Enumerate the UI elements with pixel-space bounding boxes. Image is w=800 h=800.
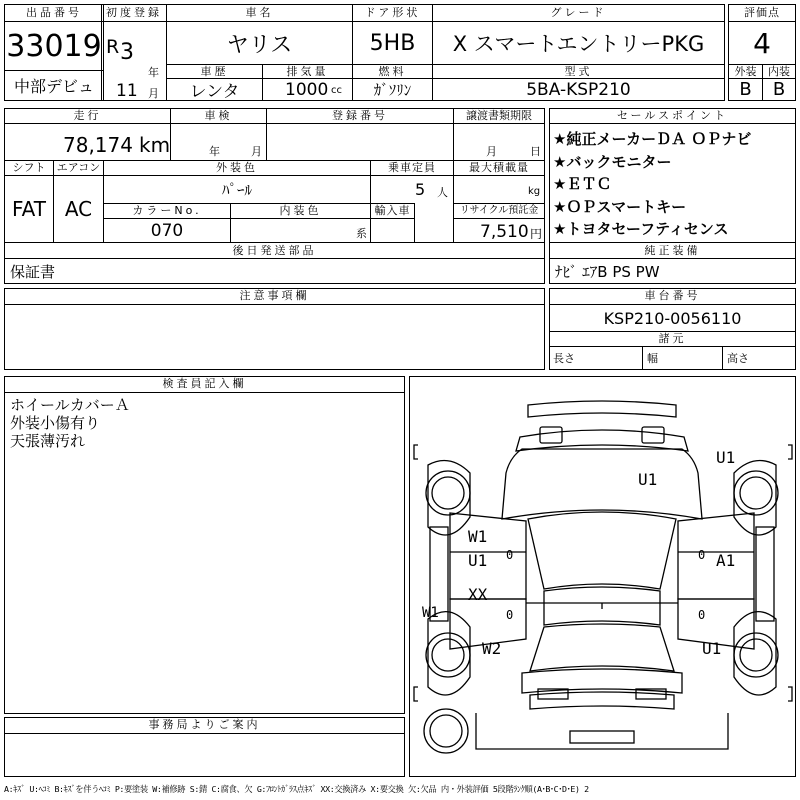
inspection-date bbox=[170, 124, 266, 160]
capacity-value: 5 bbox=[415, 180, 426, 199]
legend-text: A:ｷｽﾞ U:ﾍｺﾐ B:ｷｽﾞを伴うﾍｺﾐ P:要塗装 W:補修跡 S:錆 C:腐食、欠 G:ﾌﾛﾝﾄｶﾞﾗｽ点ｷｽﾞ XX:交換済み X:要交換 欠:欠品 内・外装評価 5段階ﾗﾝｸ順(A･B･C･D･E) 2 bbox=[4, 784, 589, 794]
sales-point: ★純正メーカーＤＡ ＯＰナビ bbox=[553, 130, 752, 148]
reg-year: 3 bbox=[120, 40, 134, 65]
import-car-extra bbox=[414, 203, 453, 242]
notes-content bbox=[5, 305, 544, 369]
damage-mark-right-rear-wheel: U1 bbox=[702, 639, 722, 658]
mileage-unit: km bbox=[139, 133, 170, 157]
length-label: 長さ bbox=[553, 352, 575, 365]
door-label: ドア形状 bbox=[352, 5, 432, 22]
exterior-color: ﾊﾟｰﾙ bbox=[103, 176, 370, 203]
fuel-label: 燃料 bbox=[352, 64, 432, 79]
transfer-day-unit: 日 bbox=[530, 145, 541, 158]
inspection-year-unit: 年 bbox=[209, 145, 220, 158]
shift-label: シフト bbox=[5, 160, 53, 176]
damage-mark-hood: U1 bbox=[638, 470, 658, 489]
max-load bbox=[453, 176, 544, 203]
seating-capacity bbox=[370, 176, 453, 203]
sales-point: ★トヨタセーフティセンス bbox=[553, 220, 729, 238]
reg-month: 11 bbox=[116, 81, 138, 100]
exterior-grade: B bbox=[739, 79, 752, 100]
reg-number-label: 登録番号 bbox=[266, 109, 453, 124]
load-label: 最大積載量 bbox=[453, 160, 544, 176]
recycle-label: リサイクル預託金 bbox=[453, 203, 544, 219]
door-ellipse-mark: 0 bbox=[506, 548, 514, 562]
inspector-notes bbox=[5, 393, 404, 713]
import-label: 輸入車 bbox=[370, 203, 414, 219]
interior-color bbox=[230, 219, 370, 242]
lot-table bbox=[4, 4, 104, 101]
office-label: 事務局よりご案内 bbox=[5, 718, 404, 734]
chassis-table bbox=[549, 288, 796, 370]
door-type: 5HB bbox=[352, 22, 432, 64]
exterior-grade-label: 外装 bbox=[729, 64, 762, 79]
damage-mark-left-front-door: U1 bbox=[468, 551, 488, 570]
later-parts-label: 後日発送部品 bbox=[5, 242, 544, 259]
door-ellipse-mark: 0 bbox=[506, 608, 514, 622]
month-unit: 月 bbox=[148, 87, 159, 100]
displacement bbox=[262, 79, 352, 100]
inspection-month-unit: 月 bbox=[251, 145, 262, 158]
ac-type: AC bbox=[53, 176, 103, 242]
car-name: ヤリス bbox=[166, 22, 352, 64]
score-label: 評価点 bbox=[729, 5, 795, 22]
sales-point: ★ＥＴＣ bbox=[553, 175, 612, 193]
office-table bbox=[4, 717, 405, 777]
detail-table bbox=[4, 108, 545, 284]
dims-label: 諸元 bbox=[550, 331, 795, 347]
model-code: 5BA-KSP210 bbox=[432, 79, 724, 100]
first-reg-year bbox=[102, 22, 166, 80]
inspector-table bbox=[4, 376, 405, 714]
transfer-month-unit: 月 bbox=[486, 145, 497, 158]
inspector-line: ホイールカバーＡ bbox=[10, 396, 130, 414]
mileage-label: 走行 bbox=[5, 109, 170, 124]
model-label: 型式 bbox=[432, 64, 724, 79]
interior-grade-label: 内装 bbox=[762, 64, 795, 79]
sales-point: ★ＯＰスマートキー bbox=[553, 197, 687, 216]
fuel-type: ｶﾞｿﾘﾝ bbox=[352, 79, 432, 100]
capacity-unit: 人 bbox=[437, 186, 448, 199]
year-unit: 年 bbox=[148, 66, 159, 79]
score-table bbox=[728, 4, 796, 101]
chassis-number: KSP210-0056110 bbox=[603, 308, 742, 328]
grade: X スマートエントリーPKG bbox=[432, 22, 724, 64]
equipment-label: 純正装備 bbox=[550, 242, 795, 259]
door-ellipse-mark: 0 bbox=[698, 608, 706, 622]
capacity-label: 乗車定員 bbox=[370, 160, 453, 176]
inspector-label: 検査員記入欄 bbox=[5, 377, 404, 393]
venue-name: 中部デビュ bbox=[5, 70, 103, 100]
sales-points-label: セールスポイント bbox=[550, 109, 795, 124]
chassis-label: 車台番号 bbox=[550, 289, 795, 305]
transfer-date bbox=[453, 124, 544, 160]
shift-type: FAT bbox=[11, 197, 46, 221]
inspector-line: 天張薄汚れ bbox=[10, 432, 86, 450]
damage-mark-right-front-door: A1 bbox=[716, 551, 736, 570]
damage-mark-left-rear-quarter: W2 bbox=[482, 639, 502, 658]
interior-color-label: 内装色 bbox=[230, 203, 370, 219]
damage-mark-left-rear-door: XX bbox=[468, 585, 488, 604]
interior-grade: B bbox=[762, 79, 795, 100]
displacement-label: 排気量 bbox=[262, 64, 352, 79]
score-value: 4 bbox=[753, 26, 771, 60]
lot-number: 33019 bbox=[6, 28, 102, 64]
damage-mark-front-right-wheel: U1 bbox=[716, 448, 736, 467]
inspector-line: 外装小傷有り bbox=[10, 414, 101, 432]
office-content bbox=[5, 734, 404, 776]
recycle-value: 7,510 bbox=[480, 222, 529, 242]
inspection-label: 車検 bbox=[170, 109, 266, 124]
notes-label: 注意事項欄 bbox=[5, 289, 544, 305]
height-label: 高さ bbox=[722, 347, 795, 369]
door-ellipse-mark: 0 bbox=[698, 548, 706, 562]
later-parts: 保証書 bbox=[10, 262, 56, 281]
era: R bbox=[106, 36, 120, 58]
width-label: 幅 bbox=[642, 347, 722, 369]
transfer-label: 譲渡書類期限 bbox=[453, 109, 544, 124]
damage-mark-left-rear-panel: W1 bbox=[422, 605, 439, 621]
sales-points-table bbox=[549, 108, 796, 284]
ac-label: エアコン bbox=[53, 160, 103, 176]
recycle-unit: 円 bbox=[530, 227, 543, 241]
damage-diagram bbox=[409, 376, 796, 777]
color-no-label: カラーNo. bbox=[103, 203, 230, 219]
car-name-label: 車名 bbox=[166, 5, 352, 22]
history-label: 車歴 bbox=[166, 64, 262, 79]
mileage bbox=[5, 124, 170, 160]
import-car bbox=[370, 219, 414, 242]
grade-label: グレード bbox=[432, 5, 724, 22]
first-reg-month bbox=[102, 80, 166, 100]
recycle-fee bbox=[453, 219, 544, 242]
color-label: 外装色 bbox=[103, 160, 370, 176]
lot-number-label: 出品番号 bbox=[5, 5, 103, 22]
interior-color-unit: 系 bbox=[356, 227, 367, 240]
displacement-value: 1000 bbox=[285, 80, 329, 100]
notes-table bbox=[4, 288, 545, 370]
car-outline bbox=[410, 377, 795, 776]
vehicle-history: レンタ bbox=[166, 79, 262, 100]
first-reg-label: 初度登録 bbox=[102, 5, 166, 22]
mileage-value: 78,174 bbox=[63, 133, 133, 157]
reg-number bbox=[266, 124, 453, 160]
sales-point: ★バックモニター bbox=[553, 152, 672, 171]
equipment-value: ﾅﾋﾞ ｴｱB PS PW bbox=[555, 262, 660, 281]
color-number: 070 bbox=[103, 219, 230, 242]
sales-points-list bbox=[550, 124, 795, 242]
damage-mark-left-front-door-top: W1 bbox=[468, 527, 488, 546]
vehicle-info-table bbox=[101, 4, 725, 101]
displacement-unit: cc bbox=[331, 85, 342, 96]
load-unit: kg bbox=[528, 186, 541, 197]
